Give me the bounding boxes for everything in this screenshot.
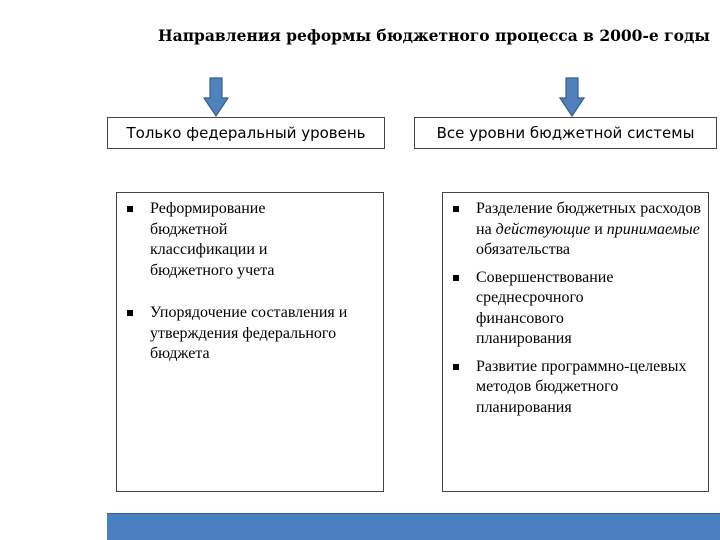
down-arrow-right-icon: [559, 77, 585, 117]
federal-level-header: [107, 117, 385, 149]
all-levels-content-box: [442, 192, 709, 492]
list-item-text: Разделение бюджетных расходов на: [476, 200, 701, 238]
list-item: Реформирование бюджетной классификации и бюджетного учета: [117, 199, 317, 281]
all-levels-header-label: Все уровни бюджетной системы: [436, 124, 695, 142]
footer-bar: [107, 513, 720, 540]
italic-term: принимаемые: [606, 220, 700, 238]
slide-title: Направления реформы бюджетного процесса в 2000-е годы: [158, 26, 710, 45]
federal-level-list: [117, 193, 348, 365]
list-item: Развитие программно-целевых методов бюджетного планирования: [443, 357, 696, 419]
all-levels-list: [443, 193, 705, 418]
federal-level-header-label: Только федеральный уровень: [126, 124, 366, 142]
all-levels-header: [414, 117, 717, 149]
list-item-text: и: [590, 220, 607, 238]
federal-level-content-box: [116, 192, 384, 492]
italic-term: действующие: [495, 220, 591, 238]
down-arrow-left-icon: [203, 77, 229, 117]
list-item: Совершенствование среднесрочного финансового планирования: [443, 268, 656, 350]
list-item: Упорядочение составления и утверждения федерального бюджета: [117, 303, 370, 365]
list-item: [443, 199, 705, 261]
list-item-text: обязательства: [476, 241, 571, 258]
